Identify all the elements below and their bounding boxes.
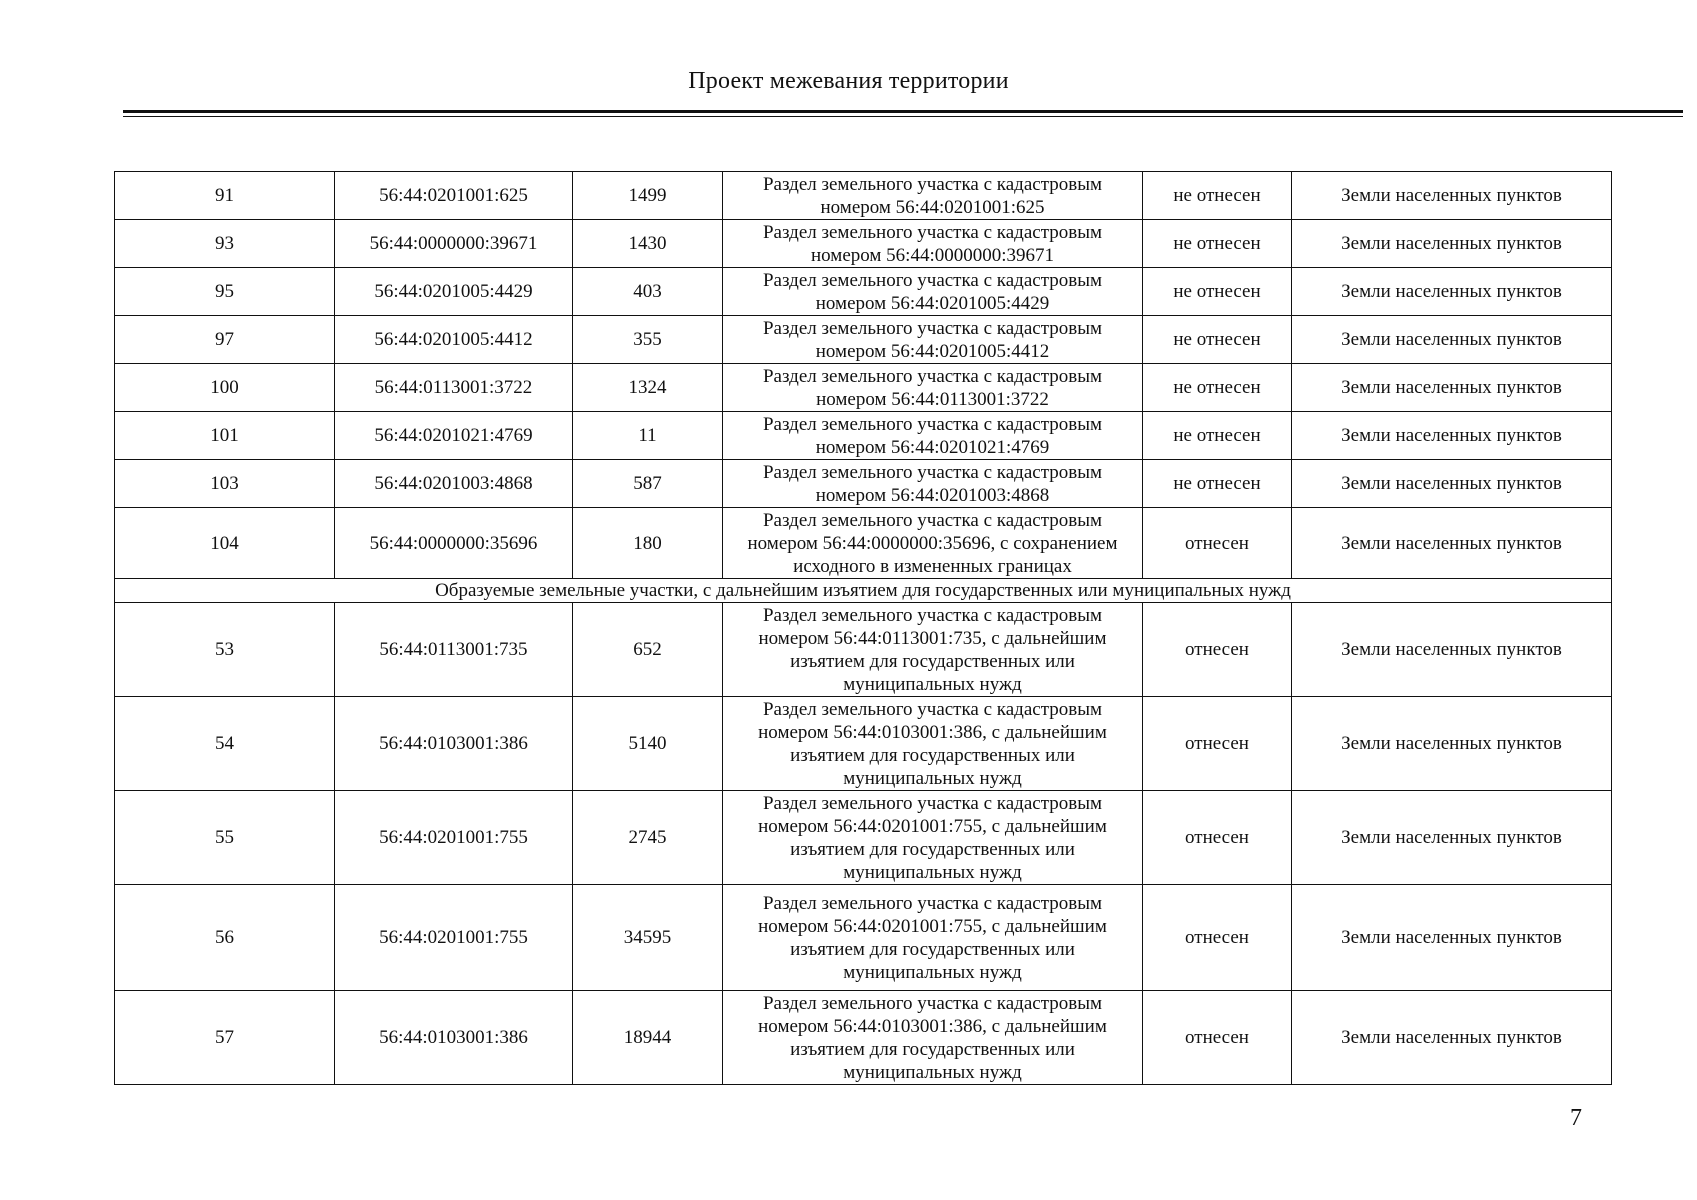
description-cell: Раздел земельного участка с кадастровым номером 56:44:0201001:755, с дальнейшим изъятием для государственных или муниципальных нужд <box>723 885 1143 991</box>
header-rule-thick <box>123 110 1683 113</box>
status-cell: не отнесен <box>1143 220 1292 268</box>
cadastral-number-cell: 56:44:0113001:3722 <box>335 364 573 412</box>
status-cell: отнесен <box>1143 697 1292 791</box>
description-cell: Раздел земельного участка с кадастровым номером 56:44:0000000:39671 <box>723 220 1143 268</box>
cadastral-number-cell: 56:44:0113001:735 <box>335 603 573 697</box>
plot-number-cell: 91 <box>115 172 335 220</box>
plot-number-cell: 103 <box>115 460 335 508</box>
land-category-cell: Земли населенных пунктов <box>1292 220 1612 268</box>
land-category-cell: Земли населенных пунктов <box>1292 460 1612 508</box>
area-cell: 403 <box>573 268 723 316</box>
status-cell: не отнесен <box>1143 460 1292 508</box>
table-row <box>115 697 1612 791</box>
table-row <box>115 268 1612 316</box>
plot-number-cell: 93 <box>115 220 335 268</box>
description-cell: Раздел земельного участка с кадастровым номером 56:44:0113001:735, с дальнейшим изъятием для государственных или муниципальных нужд <box>723 603 1143 697</box>
table-row <box>115 603 1612 697</box>
plot-number-cell: 95 <box>115 268 335 316</box>
table-row <box>115 885 1612 991</box>
status-cell: отнесен <box>1143 508 1292 579</box>
land-category-cell: Земли населенных пунктов <box>1292 364 1612 412</box>
description-cell: Раздел земельного участка с кадастровым номером 56:44:0201001:755, с дальнейшим изъятием для государственных или муниципальных нужд <box>723 791 1143 885</box>
section-title: Образуемые земельные участки, с дальнейшим изъятием для государственных или муниципальных нужд <box>115 579 1612 603</box>
plot-number-cell: 104 <box>115 508 335 579</box>
land-category-cell: Земли населенных пунктов <box>1292 885 1612 991</box>
cadastral-number-cell: 56:44:0000000:39671 <box>335 220 573 268</box>
table-row <box>115 508 1612 579</box>
land-category-cell: Земли населенных пунктов <box>1292 603 1612 697</box>
status-cell: не отнесен <box>1143 316 1292 364</box>
description-cell: Раздел земельного участка с кадастровым номером 56:44:0201001:625 <box>723 172 1143 220</box>
plot-number-cell: 54 <box>115 697 335 791</box>
description-cell: Раздел земельного участка с кадастровым номером 56:44:0201003:4868 <box>723 460 1143 508</box>
status-cell: отнесен <box>1143 885 1292 991</box>
area-cell: 587 <box>573 460 723 508</box>
cadastral-number-cell: 56:44:0201001:755 <box>335 791 573 885</box>
plot-number-cell: 53 <box>115 603 335 697</box>
description-cell: Раздел земельного участка с кадастровым номером 56:44:0201005:4412 <box>723 316 1143 364</box>
table-row <box>115 316 1612 364</box>
table-row <box>115 412 1612 460</box>
table-row <box>115 991 1612 1085</box>
cadastral-number-cell: 56:44:0201005:4412 <box>335 316 573 364</box>
table-row <box>115 460 1612 508</box>
status-cell: отнесен <box>1143 991 1292 1085</box>
area-cell: 1324 <box>573 364 723 412</box>
status-cell: отнесен <box>1143 791 1292 885</box>
area-cell: 11 <box>573 412 723 460</box>
plot-number-cell: 57 <box>115 991 335 1085</box>
status-cell: не отнесен <box>1143 268 1292 316</box>
cadastral-number-cell: 56:44:0201021:4769 <box>335 412 573 460</box>
plot-number-cell: 101 <box>115 412 335 460</box>
area-cell: 1430 <box>573 220 723 268</box>
section-header-row <box>115 579 1612 603</box>
plot-number-cell: 56 <box>115 885 335 991</box>
header-rule-thin <box>123 116 1683 117</box>
cadastral-number-cell: 56:44:0103001:386 <box>335 697 573 791</box>
land-category-cell: Земли населенных пунктов <box>1292 172 1612 220</box>
table-row <box>115 172 1612 220</box>
status-cell: не отнесен <box>1143 412 1292 460</box>
area-cell: 180 <box>573 508 723 579</box>
area-cell: 18944 <box>573 991 723 1085</box>
status-cell: не отнесен <box>1143 172 1292 220</box>
area-cell: 355 <box>573 316 723 364</box>
page-number: 7 <box>1570 1105 1582 1131</box>
land-category-cell: Земли населенных пунктов <box>1292 991 1612 1085</box>
area-cell: 2745 <box>573 791 723 885</box>
land-category-cell: Земли населенных пунктов <box>1292 268 1612 316</box>
cadastral-number-cell: 56:44:0201005:4429 <box>335 268 573 316</box>
cadastral-number-cell: 56:44:0201003:4868 <box>335 460 573 508</box>
land-category-cell: Земли населенных пунктов <box>1292 412 1612 460</box>
description-cell: Раздел земельного участка с кадастровым номером 56:44:0113001:3722 <box>723 364 1143 412</box>
cadastral-number-cell: 56:44:0201001:625 <box>335 172 573 220</box>
description-cell: Раздел земельного участка с кадастровым номером 56:44:0103001:386, с дальнейшим изъятием для государственных или муниципальных нужд <box>723 991 1143 1085</box>
status-cell: не отнесен <box>1143 364 1292 412</box>
plot-number-cell: 100 <box>115 364 335 412</box>
plot-number-cell: 97 <box>115 316 335 364</box>
description-cell: Раздел земельного участка с кадастровым номером 56:44:0201005:4429 <box>723 268 1143 316</box>
description-cell: Раздел земельного участка с кадастровым номером 56:44:0201021:4769 <box>723 412 1143 460</box>
land-category-cell: Земли населенных пунктов <box>1292 508 1612 579</box>
cadastral-number-cell: 56:44:0000000:35696 <box>335 508 573 579</box>
plot-number-cell: 55 <box>115 791 335 885</box>
table-row <box>115 364 1612 412</box>
land-category-cell: Земли населенных пунктов <box>1292 316 1612 364</box>
document-header-title: Проект межевания территории <box>688 68 1009 94</box>
description-cell: Раздел земельного участка с кадастровым номером 56:44:0103001:386, с дальнейшим изъятием для государственных или муниципальных нужд <box>723 697 1143 791</box>
area-cell: 5140 <box>573 697 723 791</box>
status-cell: отнесен <box>1143 603 1292 697</box>
land-category-cell: Земли населенных пунктов <box>1292 697 1612 791</box>
description-cell: Раздел земельного участка с кадастровым номером 56:44:0000000:35696, с сохранением исходного в измененных границах <box>723 508 1143 579</box>
land-plots-table <box>114 171 1612 1085</box>
table-row <box>115 220 1612 268</box>
cadastral-number-cell: 56:44:0201001:755 <box>335 885 573 991</box>
table-row <box>115 791 1612 885</box>
area-cell: 1499 <box>573 172 723 220</box>
area-cell: 34595 <box>573 885 723 991</box>
cadastral-number-cell: 56:44:0103001:386 <box>335 991 573 1085</box>
land-category-cell: Земли населенных пунктов <box>1292 791 1612 885</box>
area-cell: 652 <box>573 603 723 697</box>
